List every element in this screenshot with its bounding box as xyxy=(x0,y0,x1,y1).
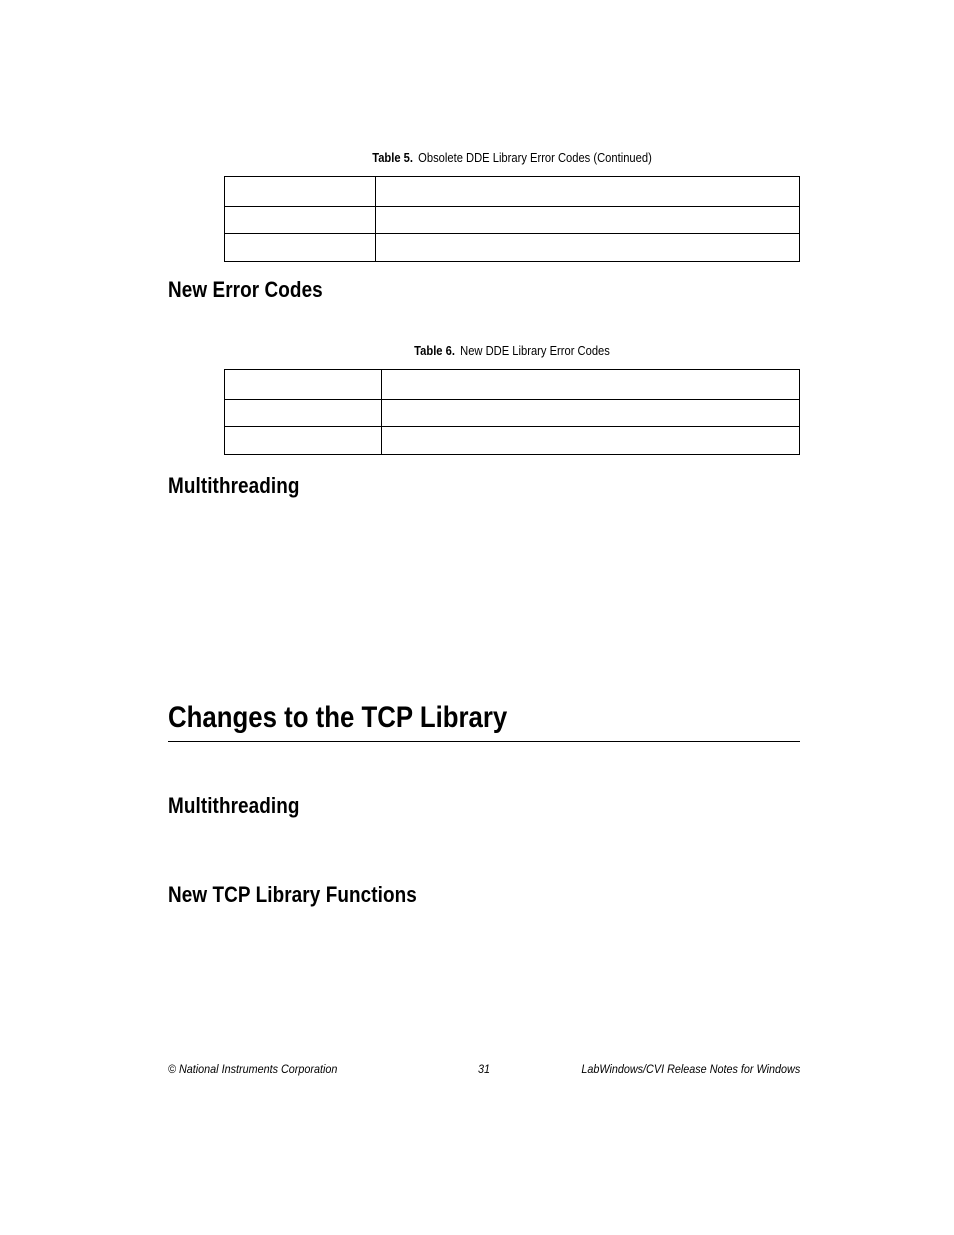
table-cell xyxy=(376,177,800,207)
table5-caption xyxy=(340,150,684,165)
chapter-rule xyxy=(168,741,800,742)
section-heading-new-tcp-functions: New TCP Library Functions xyxy=(168,882,417,907)
table-cell xyxy=(382,400,800,427)
footer-right: LabWindows/CVI Release Notes for Windows xyxy=(581,1062,800,1076)
table-cell xyxy=(376,207,800,234)
section-heading-multithreading-tcp: Multithreading xyxy=(168,793,300,818)
footer-left: © National Instruments Corporation xyxy=(168,1062,338,1076)
footer-page-number: 31 xyxy=(478,1062,491,1076)
section-heading-new-error-codes: New Error Codes xyxy=(168,277,323,302)
table6 xyxy=(224,369,800,455)
table-cell xyxy=(225,207,376,234)
table-row xyxy=(225,370,800,400)
table-row xyxy=(225,207,800,234)
table-cell xyxy=(382,370,800,400)
table6-label: Table 6. xyxy=(414,343,455,358)
table-row xyxy=(225,234,800,262)
table5-title: Obsolete DDE Library Error Codes (Continued) xyxy=(418,150,652,165)
table-row xyxy=(225,400,800,427)
table-cell xyxy=(225,177,376,207)
table-cell xyxy=(376,234,800,262)
section-heading-multithreading-dde: Multithreading xyxy=(168,473,300,498)
table-cell xyxy=(225,234,376,262)
table6-caption xyxy=(340,343,684,358)
table-row xyxy=(225,427,800,455)
chapter-heading: Changes to the TCP Library xyxy=(168,701,508,734)
table-cell xyxy=(382,427,800,455)
table5-label: Table 5. xyxy=(372,150,414,165)
table-cell xyxy=(225,427,382,455)
table-row xyxy=(225,177,800,207)
table-cell xyxy=(225,400,382,427)
table6-title: New DDE Library Error Codes xyxy=(460,343,610,358)
table-cell xyxy=(225,370,382,400)
table5 xyxy=(224,176,800,262)
